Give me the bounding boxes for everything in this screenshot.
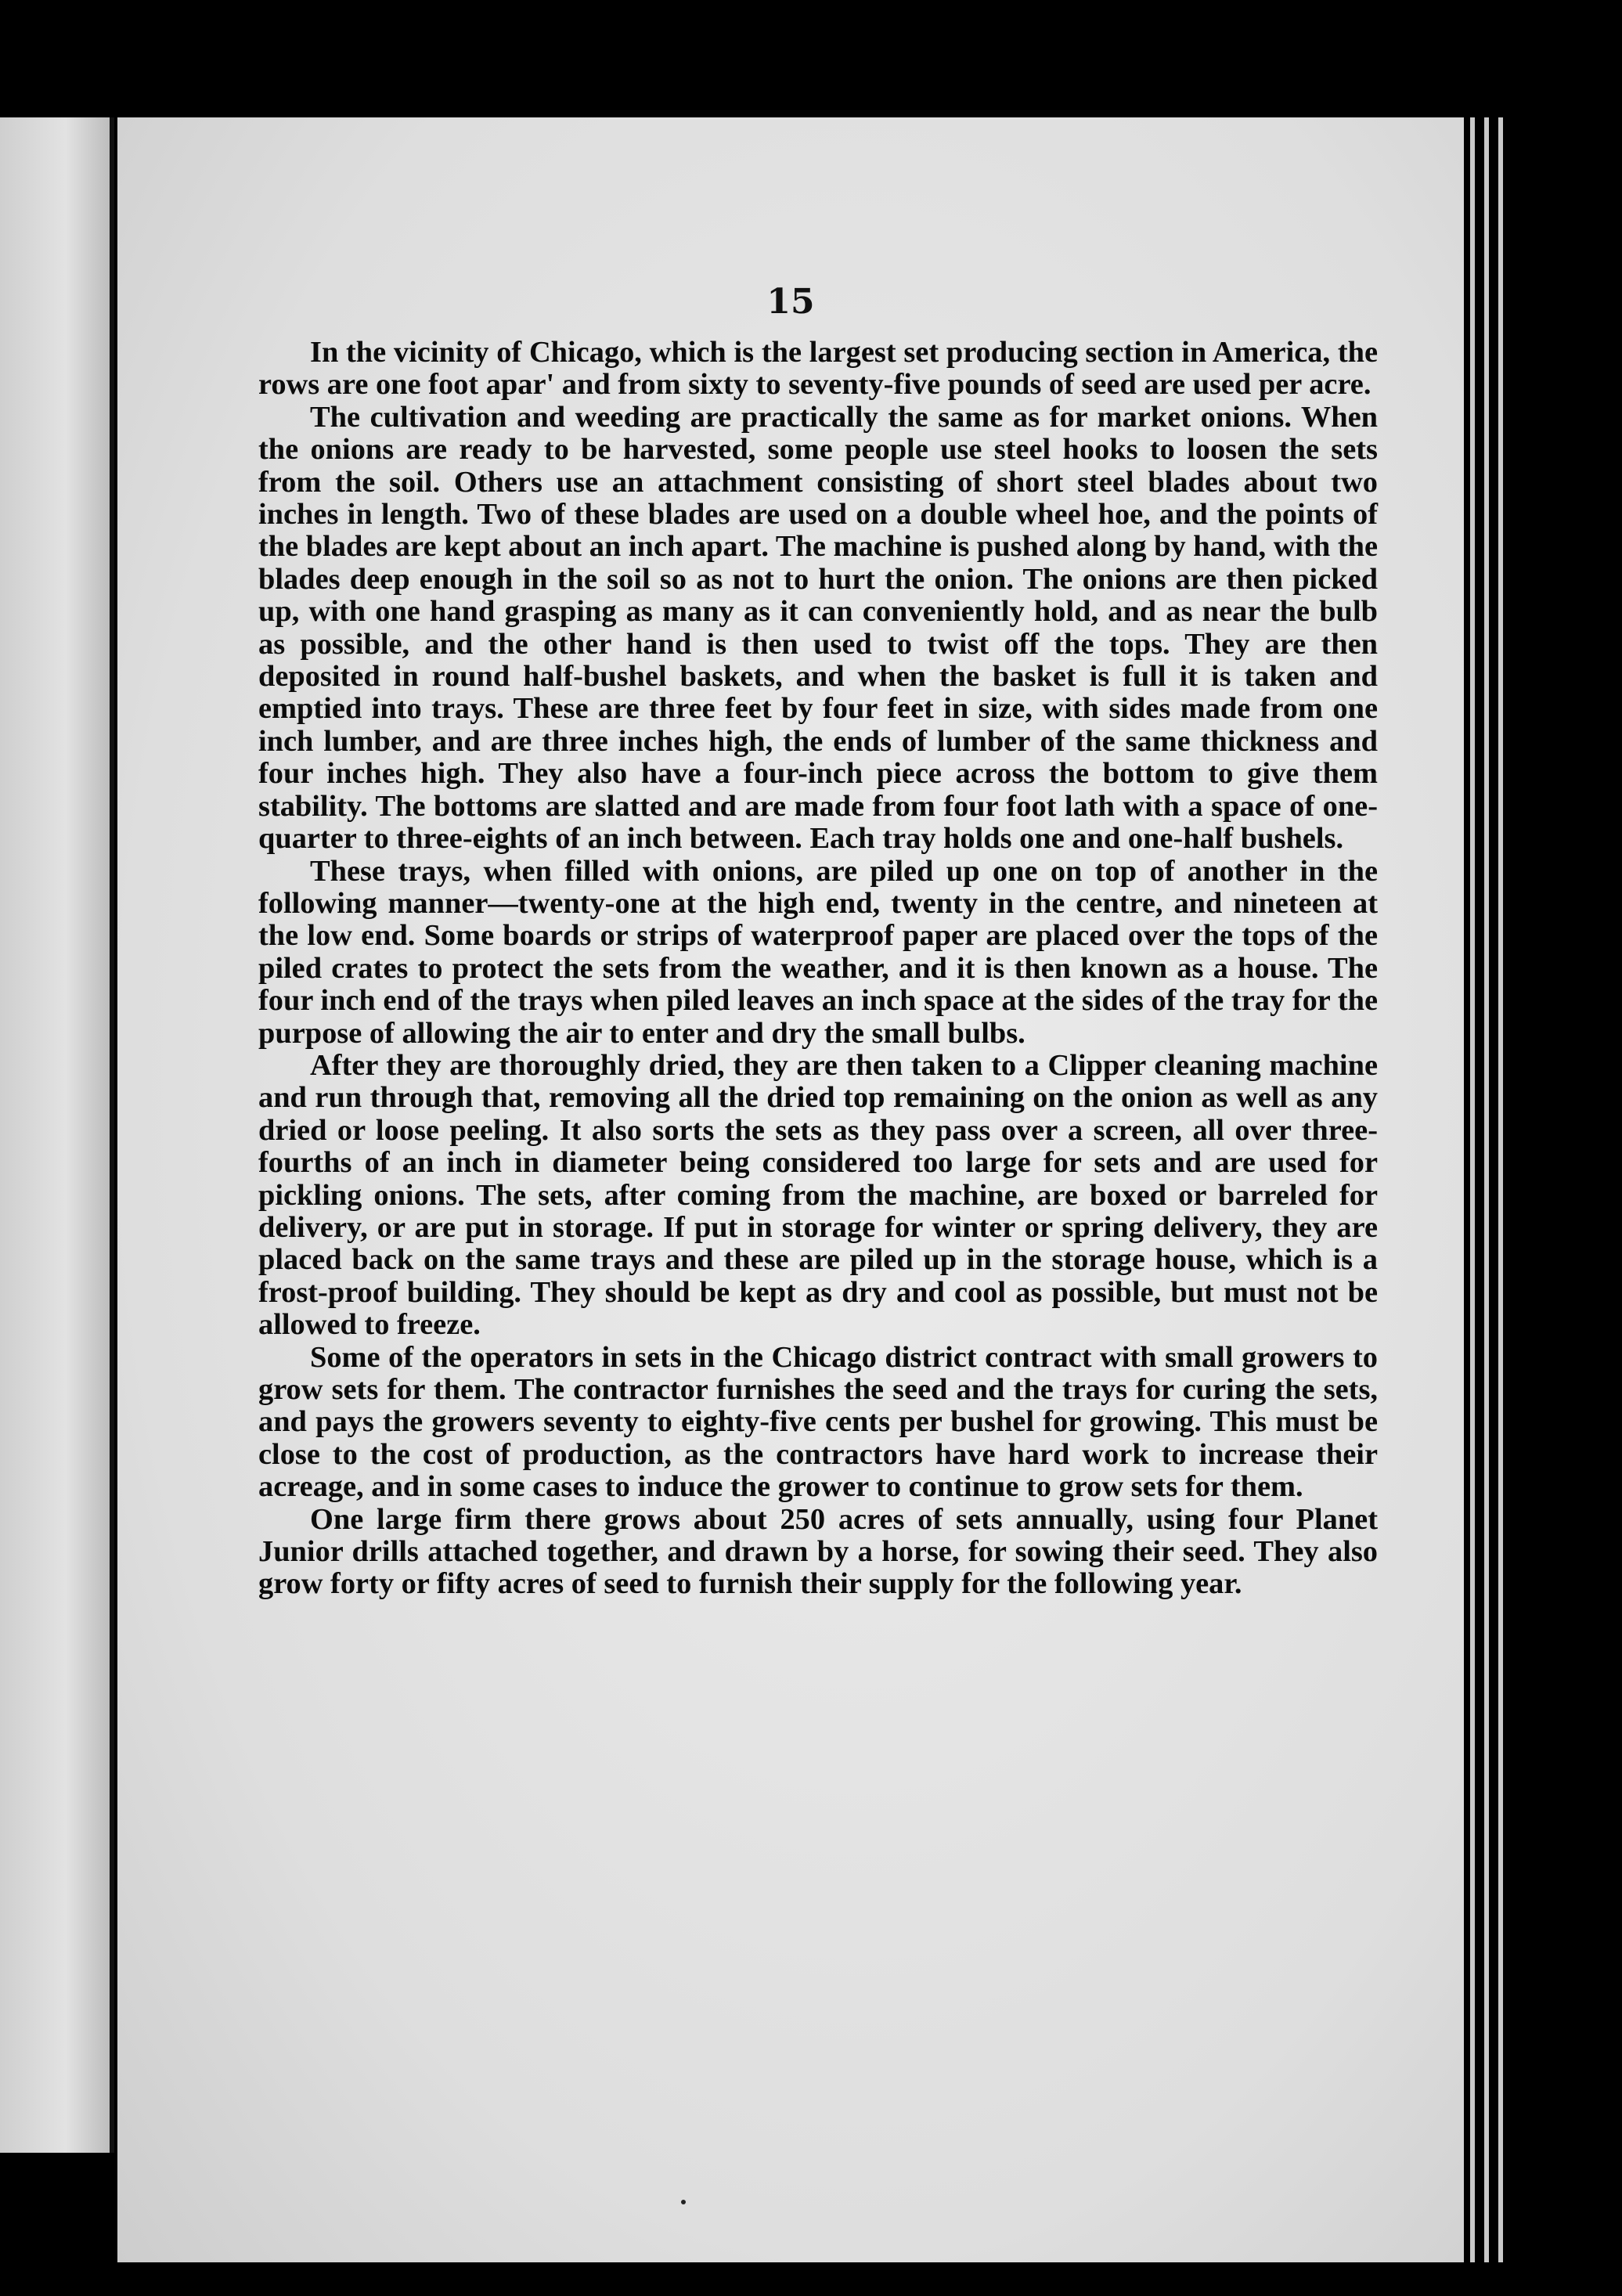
body-text: [258, 337, 1378, 1601]
paragraph: These trays, when filled with onions, are piled up one on top of another in the following manner—twenty-one at the high end, twenty in the centre, and nineteen at the low end. Some boards or strips of waterproof paper are placed over the tops of the piled crates to protect the sets from the weather, and it is then known as a house. The four inch end of the trays when piled leaves an inch space at the sides of the tray for the purpose of allowing the air to enter and dry the small bulbs.: [258, 854, 1378, 1050]
facing-page-edge: [0, 117, 114, 2153]
paragraph: In the vicinity of Chicago, which is the largest set producing section in America, the rows are one foot apar' and from sixty to seventy-five pounds of seed are used per acre.: [258, 336, 1378, 402]
paragraph: After they are thoroughly dried, they are then taken to a Clipper cleaning machine and run through that, removing all the dried top remaining on the onion as well as any dried or loose peeling. It also sorts the sets as they pass over a screen, all over three-fourths of an inch in diameter being considered too large for sets and are used for pickling onions. The sets, after coming from the machine, are boxed or barreled for delivery, or are put in storage. If put in storage for winter or spring delivery, they are placed back on the same trays and these are piled up in the storage house, which is a frost-proof building. They should be kept as dry and cool as possible, but must not be allowed to freeze.: [258, 1048, 1378, 1342]
page-number: 15: [766, 282, 815, 322]
paragraph: Some of the operators in sets in the Chicago district contract with small growers to grow sets for them. The contractor furnishes the seed and the trays for curing the sets, and pays the growers seventy to eighty-five cents per bushel for growing. This must be close to the cost of production, as the contractors have hard work to increase their acreage, and in some cases to induce the grower to continue to grow sets for them.: [258, 1340, 1378, 1504]
page-stack-edges: [1456, 117, 1573, 2262]
paragraph: One large firm there grows about 250 acres of sets annually, using four Planet Junior drills attached together, and drawn by a horse, for sowing their seed. They also grow forty or fifty acres of seed to furnish their supply for the following year.: [258, 1502, 1378, 1601]
speck: [681, 2200, 686, 2204]
paragraph: The cultivation and weeding are practically the same as for market onions. When the onions are ready to be harvested, some people use steel hooks to loosen the sets from the soil. Others use an attachment consisting of short steel blades about two inches in length. Two of these blades are used on a double wheel hoe, and the points of the blades are kept about an inch apart. The machine is pushed along by hand, with the blades deep enough in the soil so as not to hurt the onion. The onions are then picked up, with one hand grasping as many as it can conveniently hold, and as near the bulb as possible, and the other hand is then used to twist off the tops. They are then deposited in round half-bushel baskets, and when the basket is full it is taken and emptied into trays. These are three feet by four feet in size, with sides made from one inch lumber, and are three inches high, the ends of lumber of the same thickness and four inches high. They also have a four-inch piece across the bottom to give them stability. The bottoms are slatted and are made from four foot lath with a space of one-quarter to three-eights of an inch between. Each tray holds one and one-half bushels.: [258, 400, 1378, 856]
book-page: [117, 117, 1464, 2262]
